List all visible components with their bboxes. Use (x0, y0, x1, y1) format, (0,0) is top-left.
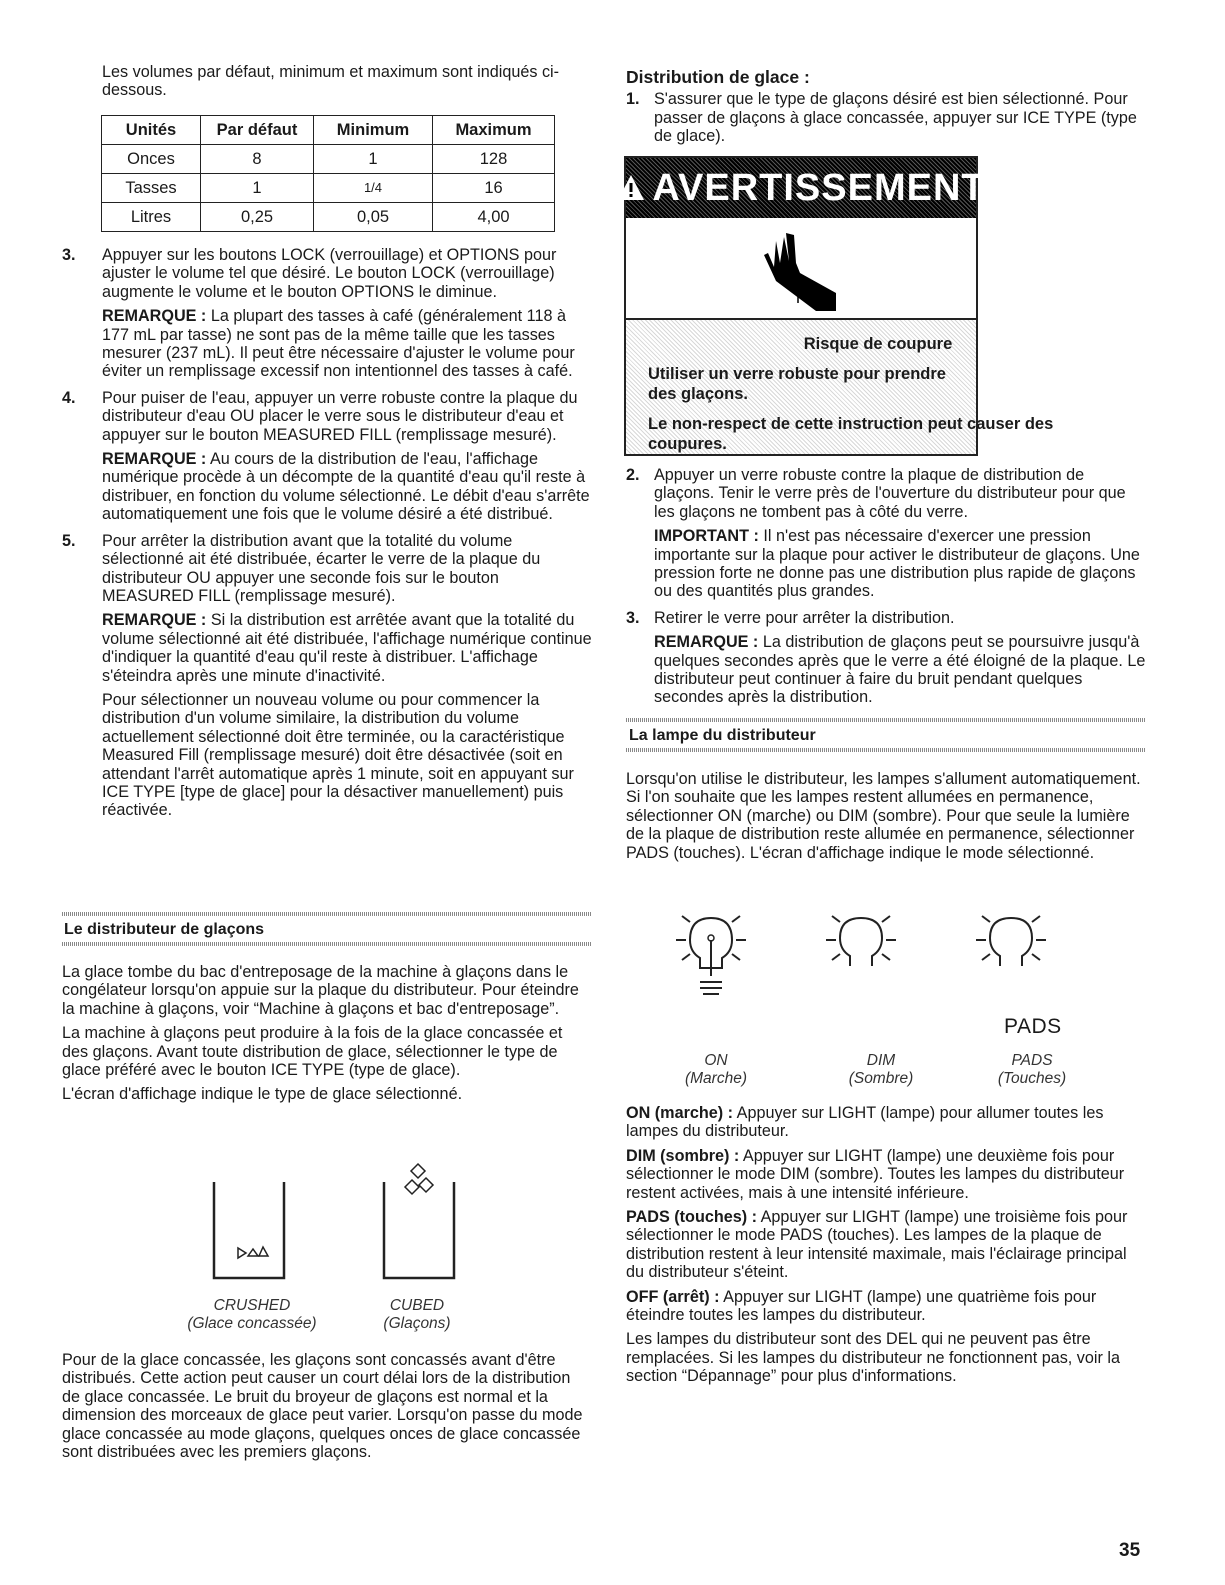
lamp-dim-caption (831, 1052, 931, 1088)
mode-label: DIM (sombre) : (626, 1146, 740, 1165)
table-cell: 8 (201, 145, 314, 174)
lamp-pads-icon (976, 910, 1046, 980)
note-label: REMARQUE : (654, 633, 759, 652)
cubed-ice-icon (380, 1160, 460, 1280)
table-cell: Onces (102, 145, 201, 174)
mode-off (626, 1288, 1148, 1325)
caption-sub: (Sombre) (848, 1070, 914, 1087)
volume-table (101, 115, 555, 232)
caption-label: PADS (1011, 1052, 1053, 1069)
mode-text: Appuyer sur LIGHT (lampe) une quatrième fois pour éteindre toutes les lampes du distributeur. (626, 1287, 1097, 1325)
table-cell: 1/4 (314, 174, 433, 203)
mode-label: OFF (arrêt) : (626, 1287, 720, 1306)
caption-label: DIM (866, 1052, 896, 1069)
table-cell: 128 (433, 145, 555, 174)
paragraph: Les lampes du distributeur sont des DEL qui ne peuvent pas être remplacées. Si les lampes du distributeur ne fonctionnent pas, voir la section “Dépannage” pour plus d'informations. (626, 1330, 1120, 1386)
mode-dim (626, 1147, 1148, 1202)
table-cell: 16 (433, 174, 555, 203)
note-label: REMARQUE : (102, 450, 207, 469)
lamp-on-icon (676, 910, 746, 1010)
note-label: REMARQUE : (102, 307, 207, 326)
warning-risk: Risque de coupure (803, 335, 953, 353)
warning-line-2: Le non-respect de cette instruction peut causer des coupures. (648, 415, 1054, 453)
intro-text: Les volumes par défaut, minimum et maximum sont indiqués ci-dessous. (102, 63, 560, 100)
note-text: La plupart des tasses à café (généralement 118 à 177 mL par tasse) ne sont pas de la même taille que les tasses mesurer (237 mL). Il peut être nécessaire d'ajuster le volume pour éviter un remplissage excessif non intentionnel des tasses à café. (102, 307, 575, 381)
section-heading-ice (62, 912, 592, 946)
table-cell: 0,05 (314, 203, 433, 232)
step-number: 4. (62, 388, 76, 407)
warning-triangle-icon (616, 173, 646, 203)
note-text: La distribution de glaçons peut se poursuivre jusqu'à quelques secondes après que le verre a été éloigné de la plaque. Le distributeur peut continuer à faire du bruit pendant quelques secondes après la distribution. (654, 633, 1146, 707)
mode-text: Appuyer sur LIGHT (lampe) pour allumer toutes les lampes du distributeur. (626, 1104, 1104, 1141)
step-5 (62, 532, 592, 606)
caption-label: ON (704, 1052, 728, 1069)
header-cell: Unités (102, 116, 201, 145)
table-cell: Litres (102, 203, 201, 232)
note (62, 611, 592, 685)
step-number: 3. (62, 246, 76, 264)
step-number: 5. (62, 531, 76, 550)
table-cell: 1 (201, 174, 314, 203)
caption-sub: (Glace concassée) (187, 1315, 317, 1332)
step-text: Pour arrêter la distribution avant que la totalité du volume sélectionné ait été distribuée, écarter le verre de la plaque du distributeur OU appuyer une seconde fois sur le bouton MEASURED FILL (remplissage mesuré). (102, 531, 541, 605)
paragraph: Pour sélectionner un nouveau volume ou pour commencer la distribution d'un volume similaire, la distribution du volume actuellement sélectionné doit être terminée, ou la caractéristique Measured Fill (remplissage mesuré) doit être désactivée (soit en attendant l'arrêt automatique après 1 minute, soit en appuyant sur ICE TYPE [type de glace] pour la désactiver manuellement) puis réactivée. (102, 690, 574, 820)
table-row (102, 145, 555, 174)
warning-title: AVERTISSEMENT (652, 166, 986, 209)
mode-pads (626, 1208, 1148, 1282)
caption-sub: (Glaçons) (383, 1315, 451, 1332)
section-heading: Distribution de glace : (626, 67, 810, 87)
header-cell: Par défaut (201, 116, 314, 145)
table-header-row (102, 116, 555, 145)
cubed-caption (357, 1297, 477, 1333)
step-number: 3. (626, 608, 640, 627)
pads-display-text: PADS (1004, 1015, 1062, 1038)
step-text: Retirer le verre pour arrêter la distribution. (654, 608, 955, 627)
paragraph: La machine à glaçons peut produire à la fois de la glace concassée et des glaçons. Avant toute distribution de glace, sélectionner le type de glace préféré avec le bouton ICE TYPE (type de glace). (62, 1024, 563, 1080)
step-text: Appuyer sur les boutons LOCK (verrouillage) et OPTIONS pour ajuster le volume tel que désiré. Le bouton LOCK (verrouillage) augmente le volume et le bouton OPTIONS le diminue. (102, 246, 557, 301)
paragraph: L'écran d'affichage indique le type de glace sélectionné. (62, 1085, 463, 1104)
crushed-caption (172, 1297, 332, 1333)
header-cell: Minimum (314, 116, 433, 145)
lamp-dim-icon (826, 910, 896, 980)
paragraph: Lorsqu'on utilise le distributeur, les lampes s'allument automatiquement. Si l'on souhaite que les lampes restent allumées en permanence, sélectionner ON (marche) ou DIM (sombre). Pour que seule la lumière de la plaque de distribution reste allumée en permanence, sélectionner PADS (touches). L'écran d'affichage indique le mode sélectionné. (626, 770, 1141, 862)
header-cell: Maximum (433, 116, 555, 145)
hand-cut-icon (756, 223, 846, 313)
caption-label: CUBED (389, 1297, 445, 1314)
mode-text: Appuyer sur LIGHT (lampe) une troisième fois pour sélectionner le mode PADS (touches). Les lampes de la plaque de distribution restent à leur intensité maximale, mais l'éclairage principal du distributeur s'éteint. (626, 1208, 1128, 1282)
warning-line-1: Utiliser un verre robuste pour prendre des glaçons. (648, 365, 946, 403)
section-title: Le distributeur de glaçons (64, 921, 265, 938)
table-cell: Tasses (102, 174, 201, 203)
step-1 (626, 90, 1146, 145)
table-cell: 1 (314, 145, 433, 174)
note (626, 633, 1146, 707)
table-row (102, 203, 555, 232)
paragraph: La glace tombe du bac d'entreposage de la machine à glaçons dans le congélateur lorsqu'on appuie sur la plaque du distributeur. Pour éteindre la machine à glaçons, voir “Machine à glaçons et bac d'entreposage”. (62, 963, 579, 1018)
step-number: 2. (626, 466, 640, 484)
mode-label: PADS (touches) : (626, 1208, 758, 1227)
mode-on (626, 1104, 1148, 1141)
step-3 (62, 246, 592, 301)
section-title: La lampe du distributeur (629, 727, 816, 744)
warning-header (626, 158, 986, 218)
mode-text: Appuyer sur LIGHT (lampe) une deuxième fois pour sélectionner le mode DIM (sombre). Toutes les lampes du distributeur restent activées, mais à une intensité inférieure. (626, 1146, 1125, 1202)
note (62, 307, 592, 381)
note-label: REMARQUE : (102, 611, 207, 630)
lamp-pads-caption (982, 1052, 1082, 1088)
note (62, 450, 592, 524)
caption-label: CRUSHED (213, 1297, 291, 1314)
caption-sub: (Touches) (997, 1070, 1067, 1087)
crushed-ice-icon (210, 1180, 290, 1280)
step-2 (626, 466, 1146, 521)
step-3 (626, 609, 1146, 627)
table-cell: 0,25 (201, 203, 314, 232)
warning-box (624, 156, 1054, 456)
note-text: Il n'est pas nécessaire d'exercer une pression importante sur la plaque pour activer le distributeur de glaçons. Une pression forte ne donne pas une distribution plus rapide de glaçons ou des quantités plus grandes. (654, 527, 1140, 601)
section-heading-lamp (626, 718, 1146, 752)
warning-text (626, 320, 1054, 454)
important-note (626, 527, 1146, 601)
mode-label: ON (marche) : (626, 1104, 734, 1122)
step-text: Pour puiser de l'eau, appuyer un verre robuste contre la plaque du distributeur d'eau OU placer le verre sous le distributeur d'eau et appuyer sur le bouton MEASURED FILL (remplissage mesuré). (102, 388, 578, 444)
page-number: 35 (1119, 1540, 1141, 1561)
note-text: Si la distribution est arrêtée avant que la totalité du volume sélectionné ait été distribuée, l'affichage numérique continue d'indiquer la quantité d'eau qu'il reste à distribuer. L'affichage s'éteindra après une minute d'inactivité. (102, 611, 592, 685)
step-4 (62, 389, 592, 444)
step-number: 1. (626, 90, 640, 109)
note-label: IMPORTANT : (654, 527, 759, 546)
paragraph: Pour de la glace concassée, les glaçons sont concassés avant d'être distribués. Cette action peut causer un court délai lors de la distribution de glace concassée. Le bruit du broyeur de glaçons est normal et la dimension des morceaux de glace peut varier. Lorsqu'on passe du mode glace concassée au mode glaçons, quelques onces de glace concassée sont distribuées avec les premiers glaçons. (62, 1351, 583, 1462)
table-row (102, 174, 555, 203)
note-text: Au cours de la distribution de l'eau, l'affichage numérique procède à un décompte de la quantité d'eau qu'il reste à distribuer, en fonction du volume sélectionné. Le débit d'eau s'arrête automatiquement une fois que le volume désiré a été distribué. (102, 450, 590, 524)
warning-picture (626, 218, 976, 320)
step-text: Appuyer un verre robuste contre la plaque de distribution de glaçons. Tenir le verre près de l'ouverture du distributeur pour que les glaçons ne tombent pas à côté du verre. (654, 466, 1126, 521)
caption-sub: (Marche) (684, 1070, 747, 1087)
table-cell: 4,00 (433, 203, 555, 232)
lamp-on-caption (666, 1052, 766, 1088)
step-text: S'assurer que le type de glaçons désiré est bien sélectionné. Pour passer de glaçons à glace concassée, appuyer sur ICE TYPE (type de glace). (654, 90, 1137, 146)
